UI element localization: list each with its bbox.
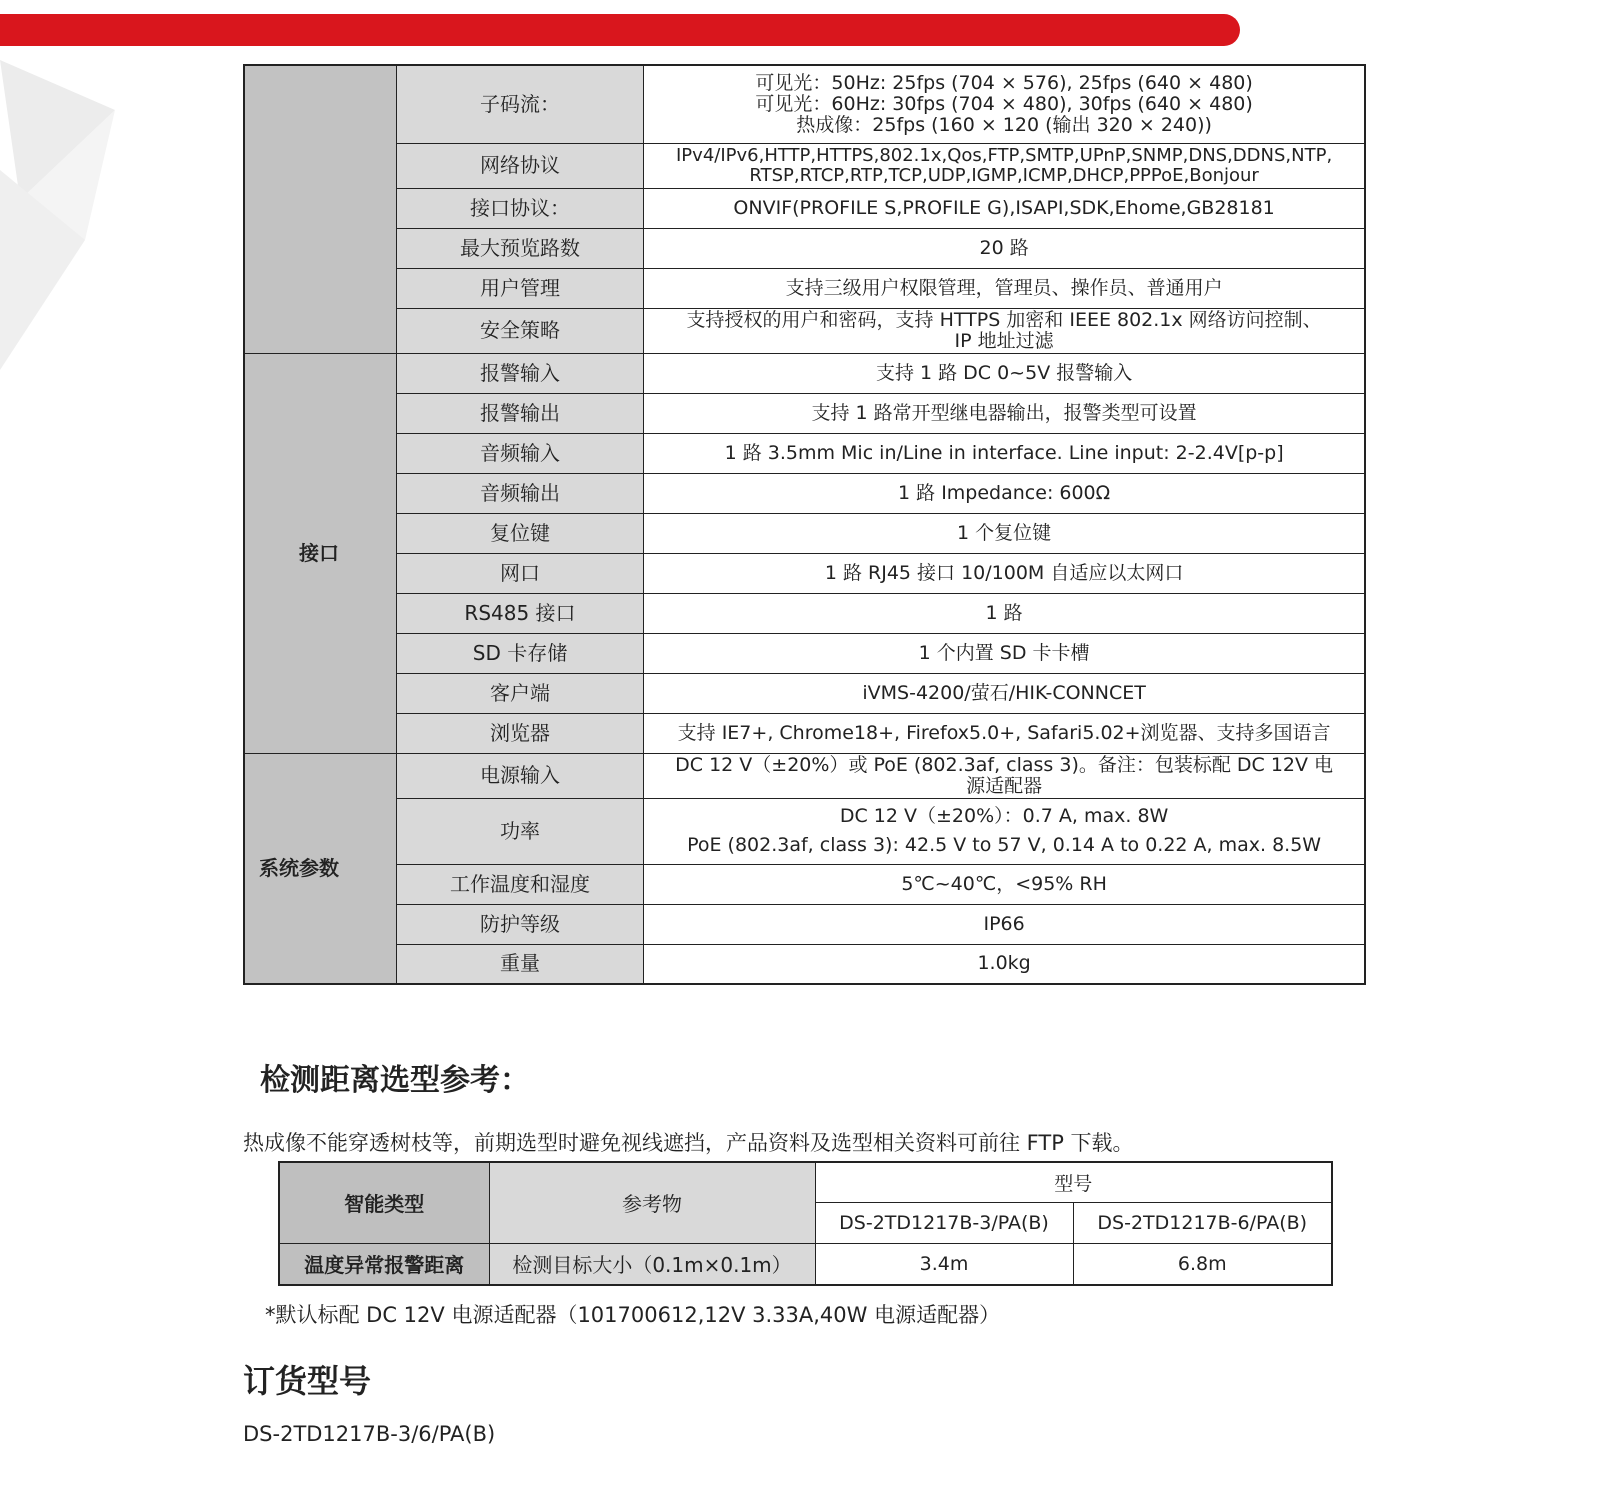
spec-group-system: 系统参数 bbox=[244, 753, 396, 984]
detection-note: 热成像不能穿透树枝等，前期选型时避免视线遮挡，产品资料及选型相关资料可前往 FTP 下载。 bbox=[243, 1131, 1134, 1155]
table-row bbox=[244, 473, 1365, 513]
spec-table bbox=[243, 64, 1366, 985]
row-target-size: 检测目标大小（0.1m×0.1m） bbox=[489, 1243, 815, 1285]
spec-value: 1 路 3.5mm Mic in/Line in interface. Line input: 2-2.4V[p-p] bbox=[644, 433, 1365, 473]
spec-group-network bbox=[244, 65, 396, 353]
table-row bbox=[279, 1162, 1332, 1202]
table-row bbox=[244, 673, 1365, 713]
spec-label: SD 卡存储 bbox=[396, 633, 643, 673]
spec-label: 网口 bbox=[396, 553, 643, 593]
spec-value: 20 路 bbox=[644, 228, 1365, 268]
spec-label: 接口协议： bbox=[396, 188, 643, 228]
brand-logo-shape bbox=[0, 50, 130, 370]
spec-value: 支持 1 路常开型继电器输出，报警类型可设置 bbox=[644, 393, 1365, 433]
model-a: DS-2TD1217B-3/PA(B) bbox=[815, 1202, 1073, 1243]
table-row bbox=[244, 633, 1365, 673]
spec-value: 1.0kg bbox=[644, 944, 1365, 984]
spec-label: 音频输出 bbox=[396, 473, 643, 513]
table-row bbox=[244, 188, 1365, 228]
table-row bbox=[244, 433, 1365, 473]
table-row bbox=[279, 1243, 1332, 1285]
spec-label: 音频输入 bbox=[396, 433, 643, 473]
spec-value: 支持三级用户权限管理，管理员、操作员、普通用户 bbox=[644, 268, 1365, 308]
spec-value: DC 12 V（±20%）：0.7 A, max. 8W PoE (802.3af, class 3): 42.5 V to 57 V, 0.14 A to 0.22 A, max. 8.5W bbox=[644, 798, 1365, 864]
table-row bbox=[244, 308, 1365, 353]
spec-value: iVMS-4200/萤石/HIK-CONNCET bbox=[644, 673, 1365, 713]
order-section-title: 订货型号 bbox=[243, 1362, 372, 1400]
spec-label: 报警输入 bbox=[396, 353, 643, 393]
spec-value: 1 个复位键 bbox=[644, 513, 1365, 553]
table-row bbox=[244, 798, 1365, 864]
table-row bbox=[244, 393, 1365, 433]
spec-label: 客户端 bbox=[396, 673, 643, 713]
adapter-footnote: *默认标配 DC 12V 电源适配器（101700612,12V 3.33A,40W 电源适配器） bbox=[265, 1303, 1001, 1327]
spec-label: 子码流： bbox=[396, 65, 643, 143]
order-model-number: DS-2TD1217B-3/6/PA(B) bbox=[243, 1422, 496, 1446]
distance-a: 3.4m bbox=[815, 1243, 1073, 1285]
spec-value: 支持 IE7+, Chrome18+, Firefox5.0+, Safari5.02+浏览器、支持多国语言 bbox=[644, 713, 1365, 753]
header-reference: 参考物 bbox=[489, 1162, 815, 1243]
spec-label: 重量 bbox=[396, 944, 643, 984]
table-row bbox=[244, 353, 1365, 393]
spec-value: 1 路 Impedance: 600Ω bbox=[644, 473, 1365, 513]
spec-value: 1 路 RJ45 接口 10/100M 自适应以太网口 bbox=[644, 553, 1365, 593]
table-row bbox=[244, 513, 1365, 553]
spec-label: 复位键 bbox=[396, 513, 643, 553]
header-smart-type: 智能类型 bbox=[279, 1162, 489, 1243]
spec-label: 最大预览路数 bbox=[396, 228, 643, 268]
table-row bbox=[244, 65, 1365, 143]
spec-value: 1 个内置 SD 卡卡槽 bbox=[644, 633, 1365, 673]
spec-value: DC 12 V（±20%）或 PoE (802.3af, class 3)。备注：包装标配 DC 12V 电 源适配器 bbox=[644, 753, 1365, 798]
table-row bbox=[244, 713, 1365, 753]
spec-label: 功率 bbox=[396, 798, 643, 864]
table-row bbox=[244, 228, 1365, 268]
spec-label: 浏览器 bbox=[396, 713, 643, 753]
brand-header-bar bbox=[0, 14, 1240, 46]
spec-value: 支持授权的用户和密码，支持 HTTPS 加密和 IEEE 802.1x 网络访问控制、 IP 地址过滤 bbox=[644, 308, 1365, 353]
table-row bbox=[244, 864, 1365, 904]
spec-value: 1 路 bbox=[644, 593, 1365, 633]
spec-value: 可见光：50Hz: 25fps (704 × 576), 25fps (640 × 480) 可见光：60Hz: 30fps (704 × 480), 30fps (640 × 480) 热成像：25fps (160 × 120 (输出 320 × 240)) bbox=[644, 65, 1365, 143]
row-alarm-distance: 温度异常报警距离 bbox=[279, 1243, 489, 1285]
table-row bbox=[244, 553, 1365, 593]
spec-value: IP66 bbox=[644, 904, 1365, 944]
detection-section-title: 检测距离选型参考： bbox=[260, 1063, 530, 1098]
spec-label: 防护等级 bbox=[396, 904, 643, 944]
table-row bbox=[244, 944, 1365, 984]
detection-table bbox=[278, 1161, 1333, 1286]
distance-b: 6.8m bbox=[1073, 1243, 1332, 1285]
spec-value: 支持 1 路 DC 0~5V 报警输入 bbox=[644, 353, 1365, 393]
table-row bbox=[244, 268, 1365, 308]
spec-label: 网络协议 bbox=[396, 143, 643, 188]
spec-label: 工作温度和湿度 bbox=[396, 864, 643, 904]
header-model: 型号 bbox=[815, 1162, 1332, 1202]
spec-label: 用户管理 bbox=[396, 268, 643, 308]
model-b: DS-2TD1217B-6/PA(B) bbox=[1073, 1202, 1332, 1243]
table-row bbox=[244, 143, 1365, 188]
table-row bbox=[244, 593, 1365, 633]
spec-label: 安全策略 bbox=[396, 308, 643, 353]
spec-label: 报警输出 bbox=[396, 393, 643, 433]
table-row bbox=[244, 753, 1365, 798]
table-row bbox=[244, 904, 1365, 944]
spec-value: 5℃~40℃，<95% RH bbox=[644, 864, 1365, 904]
spec-value: IPv4/IPv6,HTTP,HTTPS,802.1x,Qos,FTP,SMTP,UPnP,SNMP,DNS,DDNS,NTP, RTSP,RTCP,RTP,TCP,UDP,IGMP,ICMP,DHCP,PPPoE,Bonjour bbox=[644, 143, 1365, 188]
spec-label: RS485 接口 bbox=[396, 593, 643, 633]
spec-group-interface: 接口 bbox=[244, 353, 396, 753]
spec-label: 电源输入 bbox=[396, 753, 643, 798]
spec-value: ONVIF(PROFILE S,PROFILE G),ISAPI,SDK,Ehome,GB28181 bbox=[644, 188, 1365, 228]
